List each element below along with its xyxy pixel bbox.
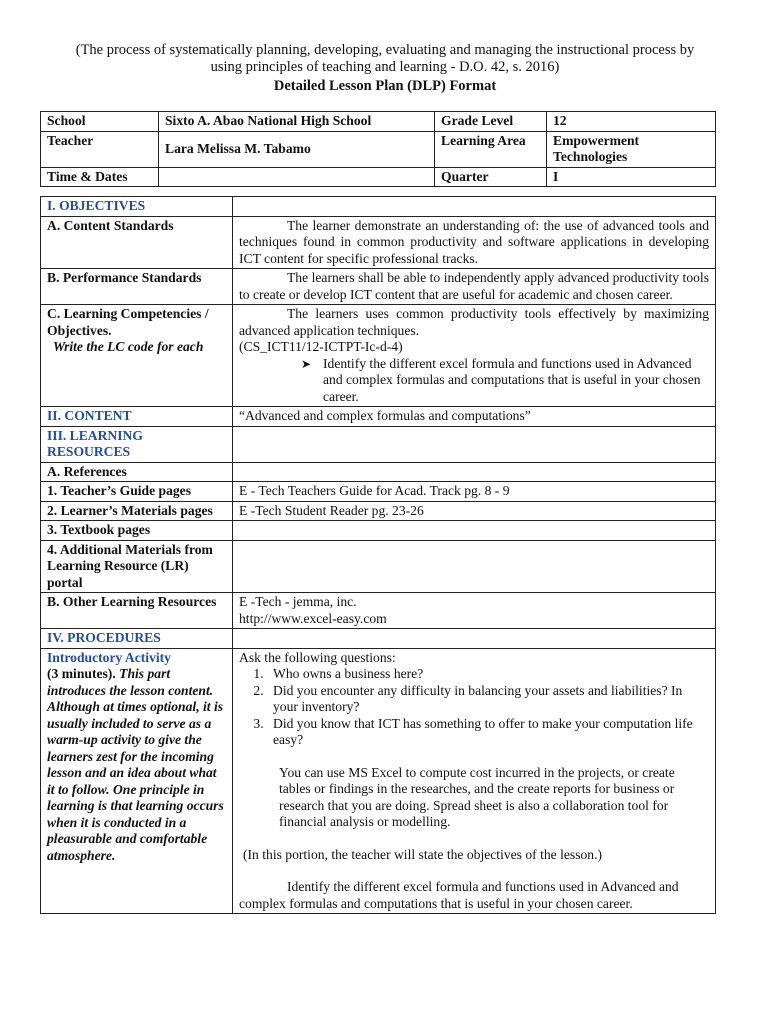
learning-area-value-line-2: Technologies [553,149,628,164]
school-label: School [41,112,159,132]
lesson-plan-table [40,196,716,914]
other-resources-line-2: http://www.excel-easy.com [239,610,387,626]
additional-materials-empty-cell [233,540,716,593]
info-table [40,111,716,187]
content-heading: II. CONTENT [41,407,233,427]
learning-competencies-label: C. Learning Competencies / Objectives. [47,306,209,338]
procedures-empty-cell [233,629,716,649]
school-value: Sixto A. Abao National High School [159,112,435,132]
grade-level-value: 12 [547,112,716,132]
learning-competencies-note: Write the LC code for each [53,339,204,354]
arrow-bullet-icon: ➤ [301,356,312,371]
question-item: 1. Who owns a business here? [267,666,709,683]
procedures-heading: IV. PROCEDURES [41,629,233,649]
other-resources-content [233,593,716,629]
performance-standards-text: The learners shall be able to independently apply advanced productivity tools to create or develop ICT content that are useful for academic and chosen career. [233,269,716,305]
learning-resources-heading: III. LEARNING RESOURCES [41,426,233,462]
content-standards-text: The learner demonstrate an understanding of: the use of advanced tools and techniques found in common productivity and software applications in developing ICT content for specific professional tracks. [233,216,716,269]
other-resources-line-1: E -Tech - jemma, inc. [239,594,357,609]
content-text: “Advanced and complex formulas and computations” [233,407,716,427]
identify-objective-text: Identify the different excel formula and functions used in Advanced and complex formulas and computations that is useful in your chosen career. [239,879,679,911]
learning-area-label: Learning Area [435,131,547,167]
teacher-objective-note: (In this portion, the teacher will state the objectives of the lesson.) [243,846,602,862]
teacher-label: Teacher [41,131,159,167]
header-description-line-2: using principles of teaching and learning - D.O. 42, s. 2016) [210,59,560,75]
learning-competencies-text: The learners uses common productivity tools effectively by maximizing advanced application techniques. [239,306,709,338]
quarter-label: Quarter [435,167,547,187]
question-item: 2. Did you encounter any difficulty in balancing your assets and liabilities? In your inventory? [267,683,709,716]
learning-competencies-bullet [239,356,709,406]
introductory-activity-time: (3 minutes). [47,666,116,681]
question-item: 3. Did you know that ICT has something to offer to make your computation life easy? [267,716,709,749]
learning-competencies-code: (CS_ICT11/12-ICTPT-Ic-d-4) [239,339,403,354]
teachers-guide-label: 1. Teacher’s Guide pages [41,482,233,502]
ms-excel-text: You can use MS Excel to compute cost incurred in the projects, or create tables or findings in the researches, and the create reports for business or research that you are doing. Spread sheet is also a collaboration tool for financial analysis or modelling. [279,764,675,829]
document-header [40,42,730,76]
introductory-activity-note: This part introduces the lesson content. Although at times optional, it is usually included to serve as a warm-up activity to give the learners zest for the incoming lesson and an idea about what it to follow. One principle in learning is that learning occurs when it is conducted in a pleasurable and comfortable atmosphere. [47,666,224,863]
introductory-activity-label-cell [41,648,233,914]
learners-materials-text: E -Tech Student Reader pg. 23-26 [233,501,716,521]
teachers-guide-text: E - Tech Teachers Guide for Acad. Track pg. 8 - 9 [233,482,716,502]
performance-standards-label: B. Performance Standards [41,269,233,305]
objectives-empty-cell [233,197,716,217]
header-description-line-1: (The process of systematically planning, developing, evaluating and managing the instructional process by [75,42,695,58]
teacher-value: Lara Melissa M. Tabamo [159,131,435,167]
learners-materials-label: 2. Learner’s Materials pages [41,501,233,521]
learning-area-value [547,131,716,167]
ask-questions-text: Ask the following questions: [239,649,396,665]
learning-competencies-content [233,305,716,407]
grade-level-label: Grade Level [435,112,547,132]
textbook-pages-label: 3. Textbook pages [41,521,233,541]
time-dates-label: Time & Dates [41,167,159,187]
introductory-activity-label: Introductory Activity [47,649,171,665]
textbook-pages-empty-cell [233,521,716,541]
time-dates-value [159,167,435,187]
questions-list [239,666,709,749]
references-label: A. References [41,462,233,482]
references-empty-cell [233,462,716,482]
learning-competencies-label-cell [41,305,233,407]
learning-resources-empty-cell [233,426,716,462]
quarter-value: I [547,167,716,187]
document-title: Detailed Lesson Plan (DLP) Format [273,78,497,94]
objectives-heading: I. OBJECTIVES [41,197,233,217]
introductory-activity-description [47,666,226,864]
learning-area-value-line-1: Empowerment [553,132,640,148]
additional-materials-label: 4. Additional Materials from Learning Resource (LR) portal [41,540,233,593]
learning-competencies-bullet-text: Identify the different excel formula and functions used in Advanced and complex formulas and computations that is useful in your chosen career. [323,355,701,404]
content-standards-label: A. Content Standards [41,216,233,269]
introductory-activity-content [233,648,716,914]
other-resources-label: B. Other Learning Resources [41,593,233,629]
